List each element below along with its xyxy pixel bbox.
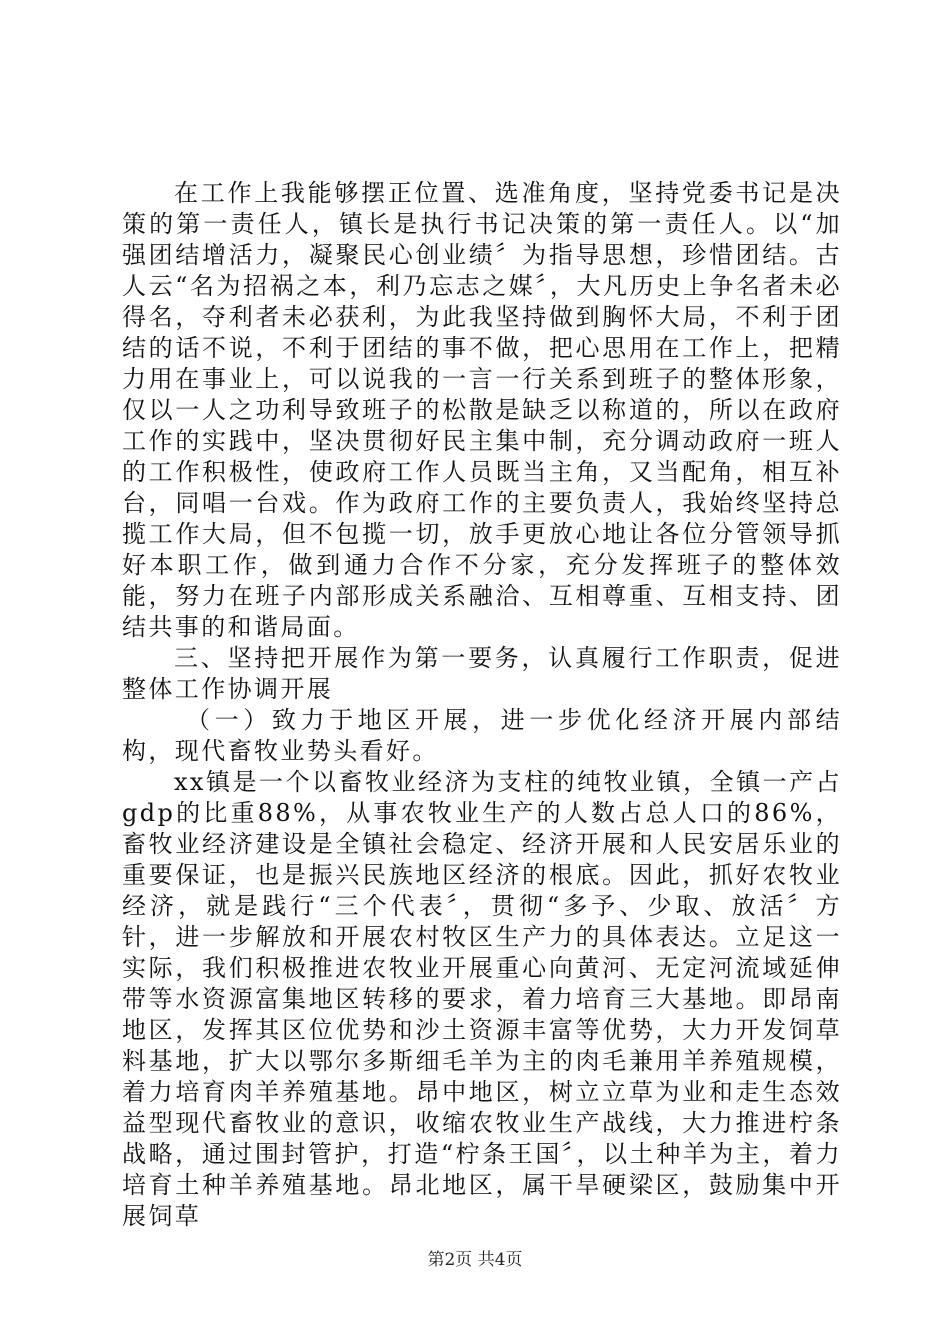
paragraph-unity: 在工作上我能够摆正位置、选准角度，坚持党委书记是决策的第一责任人，镇长是执行书记决策的第一责任人。以“加强团结增活力，凝聚民心创业绩〞为指导思想，珍惜团结。古人云“名为招祸之本，利乃忘志之媒〞，大凡历史上争名者未必得名，夺利者未必获利，为此我坚持做到胸怀大局，不利于团结的话不说，不利于团结的事不做，把心思用在工作上，把精力用在事业上，可以说我的一言一行关系到班子的整体形象，仅以一人之功利导致班子的松散是缺乏以称道的，所以在政府工作的实践中，坚决贯彻好民主集中制，充分调动政府一班人的工作积极性，使政府工作人员既当主角，又当配角，相互补台，同唱一台戏。作为政府工作的主要负责人，我始终坚持总揽工作大局，但不包揽一切，放手更放心地让各位分管领导抓好本职工作，做到通力合作不分家，充分发挥班子的整体效能，努力在班子内部形成关系融洽、互相尊重、互相支持、团结共事的和谐局面。	[122, 179, 842, 641]
subsection-heading-1: （一）致力于地区开展，进一步优化经济开展内部结构，现代畜牧业势头看好。	[122, 706, 842, 765]
paragraph-livestock: xx镇是一个以畜牧业经济为支柱的纯牧业镇，全镇一产占gdp的比重88%，从事农牧业生产的人数占总人口的86%，畜牧业经济建设是全镇社会稳定、经济开展和人民安居乐业的重要保证，也是振兴民族地区经济的根底。因此，抓好农牧业经济，就是践行“三个代表〞，贯彻“多予、少取、放活〞方针，进一步解放和开展农村牧区生产力的具体表达。立足这一实际，我们积极推进农牧业开展重心向黄河、无定河流域延伸带等水资源富集地区转移的要求，着力培育三大基地。即昂南地区，发挥其区位优势和沙土资源丰富等优势，大力开发饲草料基地，扩大以鄂尔多斯细毛羊为主的肉毛兼用羊养殖规模，着力培育肉羊养殖基地。昂中地区，树立立草为业和走生态效益型现代畜牧业的意识，收缩农牧业生产战线，大力推进柠条战略，通过围封管护，打造“柠条王国〞，以土种羊为主，着力培育土种羊养殖基地。昂北地区，属干旱硬梁区，鼓励集中开展饲草	[122, 768, 842, 1230]
section-heading-3: 三、坚持把开展作为第一要务，认真履行工作职责，促进整体工作协调开展	[122, 644, 842, 703]
document-body	[122, 178, 842, 1232]
page-footer: 第2页 共4页	[427, 1250, 523, 1270]
